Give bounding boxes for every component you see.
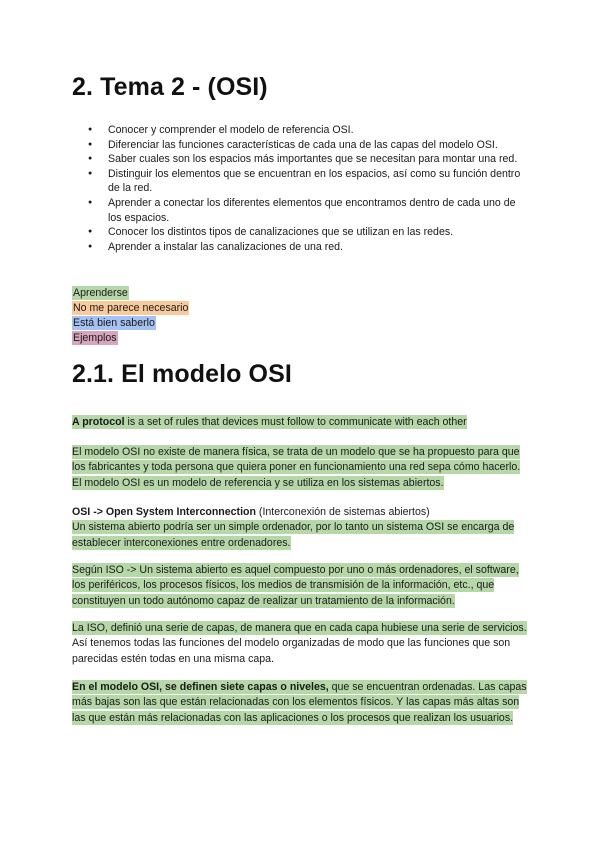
paragraph-modelo-osi: [72, 445, 532, 491]
list-item: ● Conocer y comprender el modelo de referencia OSI.: [72, 123, 532, 138]
paragraph-text: La ISO, definió una serie de capas, de manera que en cada capa hubiese una serie de servicios.: [72, 622, 527, 634]
paragraph-text: is a set of rules that devices must follow to communicate with each other: [124, 416, 467, 428]
list-item: ● Distinguir los elementos que se encuentran en los espacios, así como su función dentro de la red.: [72, 167, 532, 196]
legend-aprenderse: Aprenderse: [73, 287, 128, 299]
list-item: ● Aprender a conectar los diferentes elementos que encontramos dentro de cada uno de los espacios.: [72, 196, 532, 225]
paragraph-text: Un sistema abierto podría ser un simple ordenador, por lo tanto un sistema OSI se encarga de establecer interconexiones entre ordenadores.: [72, 521, 515, 549]
paragraph-open-system: [72, 505, 532, 551]
section-heading-osi: 2.1. El modelo OSI: [72, 360, 292, 388]
section-heading-tema: 2. Tema 2 - (OSI): [72, 73, 268, 101]
paragraph-siete-capas: [72, 680, 532, 726]
objectives-list: [72, 123, 532, 254]
paragraph-text: El modelo OSI no existe de manera física, se trata de un modelo que se ha propuesto para que los fabricantes y toda persona que quiera poner en funcionamiento una red sepa cómo hacerlo. El modelo OSI es un modelo de referencia y se utiliza en los sistemas abiertos.: [72, 446, 521, 489]
legend-bien-saberlo: Está bien saberlo: [73, 317, 155, 329]
list-item: ● Aprender a instalar las canalizaciones de una red.: [72, 240, 532, 255]
list-item: ● Saber cuales son los espacios más importantes que se necesitan para montar una red.: [72, 152, 532, 167]
bold-term: A protocol: [72, 416, 125, 428]
bold-term: OSI -> Open System Interconnection: [72, 506, 256, 518]
paragraph-text: Según ISO -> Un sistema abierto es aquel compuesto por uno o más ordenadores, el software, los periféricos, los procesos físicos, los medios de transmisión de la información, etc., que constituyen un todo autónomo capaz de realizar un tratamiento de la información.: [72, 564, 519, 607]
paragraph-text: que se encuentran ordenadas. Las capas más bajas son las que están relacionadas con los elementos físicos. Y las capas más altas son las que están más relacionadas con las aplicaciones o los procesos que realizan los usuarios.: [72, 681, 527, 724]
paragraph-text: (Interconexión de sistemas abiertos): [255, 506, 430, 518]
legend-no-necesario: No me parece necesario: [73, 302, 189, 314]
paragraph-capas-iso: [72, 621, 532, 667]
list-item: ● Conocer los distintos tipos de canalizaciones que se utilizan en las redes.: [72, 225, 532, 240]
color-legend: [72, 286, 189, 346]
legend-ejemplos: Ejemplos: [73, 332, 117, 344]
paragraph-segun-iso: [72, 563, 532, 609]
paragraph-protocol: [72, 415, 532, 430]
paragraph-text: Así tenemos todas las funciones del modelo organizadas de modo que las funciones que son parecidas estén todas en una misma capa.: [72, 637, 511, 665]
list-item: ● Diferenciar las funciones características de cada una de las capas del modelo OSI.: [72, 138, 532, 153]
bold-term: En el modelo OSI, se definen siete capas o niveles,: [72, 681, 329, 693]
